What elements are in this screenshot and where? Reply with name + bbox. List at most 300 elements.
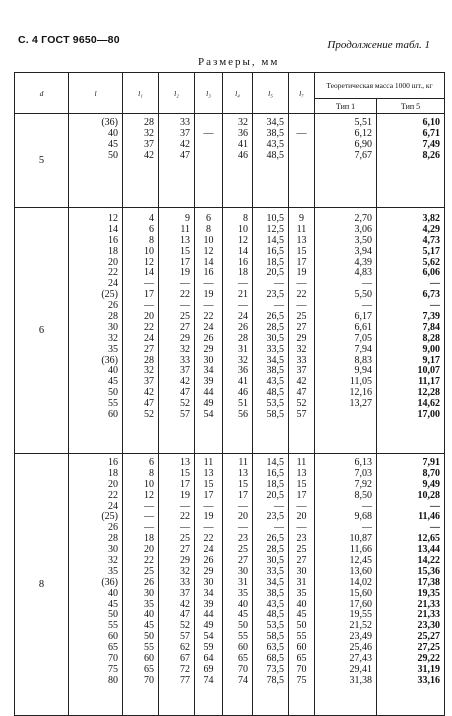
table-cell-value: 6,73 <box>422 289 441 301</box>
table-cell-value: 67 <box>180 653 190 665</box>
table-cell-value: 35 <box>296 587 307 599</box>
table-cell-value: 56 <box>238 409 248 421</box>
table-cell-value: 52 <box>180 398 190 410</box>
table-cell-value: 17 <box>203 489 214 501</box>
table-cell-value: 32 <box>238 354 248 366</box>
page-reference: С. 4 ГОСТ 9650—80 <box>18 34 120 46</box>
table-cell-value: 5,50 <box>354 289 372 301</box>
table-cell-value: 22 <box>108 489 118 501</box>
table-cell-value: 50 <box>108 609 118 621</box>
table-cell-value: 65 <box>296 653 307 665</box>
table-cell-value: (25) <box>101 289 118 301</box>
table-cell-value: 7,39 <box>422 311 441 323</box>
table-cell-value: 4 <box>149 213 154 224</box>
table-cell-value: 37 <box>180 127 190 139</box>
table-cell-value: 48,5 <box>266 149 284 161</box>
table-cell-value <box>195 151 222 162</box>
table-cell-value: 6 <box>149 223 154 235</box>
table-cell-value: 23,30 <box>417 620 441 632</box>
table-cell-value: 10,5 <box>266 213 284 224</box>
table-cell-value: 57 <box>296 409 307 421</box>
table-cell-value: 10 <box>144 245 154 257</box>
table-cell-value: 23,5 <box>266 511 284 523</box>
table-cell-value: 25 <box>296 544 307 556</box>
table-cell-value: 24 <box>203 544 214 556</box>
table-cell-value: 12,45 <box>349 555 372 567</box>
table-cell-value: 17,60 <box>349 598 372 610</box>
table-cell-value: — <box>274 300 284 312</box>
table-cell-value: 28,5 <box>266 544 284 556</box>
diameter-cell: 5 <box>15 114 69 208</box>
table-cell-value: 11,66 <box>349 544 372 556</box>
table-cell-value: 20 <box>108 478 118 490</box>
table-cell-value: — <box>296 500 307 512</box>
table-cell-value: 26 <box>203 332 214 344</box>
table-cell-value: 46 <box>238 149 248 161</box>
table-cell-value: 13 <box>180 234 190 246</box>
table-cell-value: 35 <box>238 587 248 599</box>
table-cell-value: 33,16 <box>417 674 441 686</box>
table-cell-value: 4,29 <box>422 223 441 235</box>
table-cell-value: 27 <box>144 343 154 355</box>
table-cell-value: 7,84 <box>422 321 441 333</box>
column-l5-cell <box>253 454 289 716</box>
table-cell-value: 12 <box>238 234 248 246</box>
table-cell-value: 11,05 <box>349 376 372 388</box>
table-cell-value: 15 <box>203 478 214 490</box>
table-cell-value: 8,70 <box>422 467 441 479</box>
table-cell-value <box>289 151 314 162</box>
table-cell-value: 27 <box>180 544 190 556</box>
table-cell-value: 74 <box>203 674 214 686</box>
table-cell-value: 4,83 <box>354 267 372 279</box>
table-cell-value: 35 <box>144 598 154 610</box>
table-cell-value: 11,17 <box>418 376 441 388</box>
table-cell-value: 45 <box>144 620 154 632</box>
table-cell-value: 6,13 <box>354 457 372 468</box>
table-cell-value: 73,5 <box>266 663 284 675</box>
column-l3-cell <box>195 208 223 454</box>
table-cell-value: 3,94 <box>354 245 372 257</box>
table-cell-value: — <box>144 522 154 534</box>
table-cell-value: — <box>296 127 307 139</box>
table-cell-value: 24 <box>144 332 154 344</box>
table-cell-value: (25) <box>101 511 118 523</box>
table-cell-value: 25 <box>238 544 248 556</box>
column-l7-cell <box>289 114 315 208</box>
table-cell-value: 78,5 <box>266 674 284 686</box>
table-cell-value: 55 <box>238 631 248 643</box>
table-cell-value: 5,51 <box>354 117 372 128</box>
table-cell-value: 18 <box>108 467 118 479</box>
table-cell-value: 41 <box>238 138 248 150</box>
table-cell-value: 47 <box>180 609 190 621</box>
column-l1-cell <box>123 208 159 454</box>
table-cell-value: 52 <box>144 409 154 421</box>
table-cell-value: 8 <box>149 467 154 479</box>
table-cell-value: 49 <box>203 620 214 632</box>
column-l5-cell <box>253 114 289 208</box>
table-cell-value: 23,5 <box>266 289 284 301</box>
table-cell-value: 16 <box>238 256 248 268</box>
table-cell-value: 17 <box>180 256 190 268</box>
column-m1-cell <box>315 114 377 208</box>
table-cell-value: 51 <box>238 398 248 410</box>
table-cell-value: 33 <box>296 354 307 366</box>
table-cell-value: 29,41 <box>349 663 372 675</box>
table-cell-value: — <box>180 278 190 290</box>
table-cell-value: — <box>238 278 248 290</box>
table-cell-value: 50 <box>108 149 118 161</box>
table-cell-value: 40 <box>144 609 154 621</box>
table-cell-value: 33,5 <box>266 343 284 355</box>
col-header-l: l <box>69 73 123 114</box>
table-cell-value: 22 <box>203 533 214 545</box>
column-m5-cell <box>377 114 445 208</box>
table-cell-value: 43,5 <box>266 138 284 150</box>
column-l-cell <box>69 208 123 454</box>
column-l7-cell <box>289 454 315 716</box>
table-cell-value: 25 <box>180 311 190 323</box>
table-cell-value: 43,5 <box>266 598 284 610</box>
table-cell-value: 74 <box>238 674 248 686</box>
mass-type1-header: Тип 1 <box>315 99 377 114</box>
table-cell-value: 44 <box>203 609 214 621</box>
table-cell-value: — <box>274 278 284 290</box>
table-cell-value: 32 <box>238 117 248 128</box>
diameter-cell: 8 <box>15 454 69 716</box>
col-header-l4: l₄ <box>223 73 253 114</box>
table-cell-value: 40 <box>108 587 118 599</box>
table-cell-value: 29 <box>180 332 190 344</box>
table-cell-value: 40 <box>296 598 307 610</box>
table-cell-value: 60 <box>238 642 248 654</box>
table-cell-value: 8,28 <box>422 332 441 344</box>
table-cell-value: — <box>180 500 190 512</box>
table-cell-value: 29 <box>180 555 190 567</box>
table-cell-value: 25,27 <box>417 631 441 643</box>
table-cell-value: 37 <box>144 376 154 388</box>
table-cell-value: 18,5 <box>266 256 284 268</box>
table-cell-value: 45 <box>108 376 118 388</box>
table-cell-value: 33 <box>180 117 190 128</box>
table-cell-value: 12,16 <box>349 387 372 399</box>
table-cell-value: 15 <box>180 245 190 257</box>
table-cell-value: 16 <box>108 457 118 468</box>
table-cell-value: 70 <box>296 663 307 675</box>
table-cell-value: 26,5 <box>266 533 284 545</box>
table-cell-value: 22 <box>203 311 214 323</box>
table-cell-value: 30 <box>108 544 118 556</box>
table-cell-value: 10,87 <box>349 533 372 545</box>
table-cell-value: 30,5 <box>266 555 284 567</box>
table-cell-value: 47 <box>144 398 154 410</box>
table-cell-value: 18,5 <box>266 478 284 490</box>
mass-header: Теоретическая масса 1000 шт., кг <box>315 73 445 99</box>
table-cell-value: 3,50 <box>354 234 372 246</box>
table-cell-value: 15 <box>180 467 190 479</box>
column-l3-cell <box>195 454 223 716</box>
table-cell-value: 14,5 <box>266 234 284 246</box>
table-cell-value: 8,26 <box>422 149 441 161</box>
table-cell-value: 21,33 <box>417 598 441 610</box>
table-cell-value: 19,55 <box>349 609 372 621</box>
table-cell-value: — <box>430 522 441 534</box>
table-cell-value: 27,43 <box>349 653 372 665</box>
col-header-l1: l₁ <box>123 73 159 114</box>
table-cell-value: 26 <box>144 576 154 588</box>
table-cell-value: 35 <box>108 565 118 577</box>
table-cell-value: 33,5 <box>266 565 284 577</box>
table-cell-value: 8 <box>243 213 248 224</box>
table-cell-value: 14,22 <box>417 555 441 567</box>
table-cell-value: 37 <box>144 138 154 150</box>
table-cell-value: — <box>180 522 190 534</box>
table-cell-value: 60 <box>144 653 154 665</box>
table-cell-value: 65 <box>108 642 118 654</box>
table-cell-value: 59 <box>203 642 214 654</box>
table-cell-value: 42 <box>296 376 307 388</box>
table-cell-value: 7,91 <box>422 457 441 468</box>
table-cell-value: 31,19 <box>417 663 441 675</box>
column-m1-cell <box>315 208 377 454</box>
table-cell-value: 17 <box>180 478 190 490</box>
table-cell-value: 13 <box>180 457 190 468</box>
table-cell-value: 53,5 <box>266 620 284 632</box>
table-cell-value: 47 <box>296 387 307 399</box>
table-cell-value: 4,73 <box>422 234 441 246</box>
column-l1-cell <box>123 114 159 208</box>
table-cell-value: 10 <box>144 478 154 490</box>
table-cell-value: 25 <box>144 565 154 577</box>
table-cell-value: 37 <box>180 365 190 377</box>
table-cell-value: 35 <box>108 343 118 355</box>
table-cell-value: 28 <box>108 311 118 323</box>
table-cell-value: 5,17 <box>422 245 441 257</box>
table-cell-value: 32 <box>296 343 307 355</box>
table-cell-value: 75 <box>296 674 307 686</box>
table-cell-value: 26,5 <box>266 311 284 323</box>
table-cell-value: 3,06 <box>354 223 372 235</box>
table-cell-value: 17 <box>296 256 307 268</box>
table-cell-value: 34,5 <box>266 117 284 128</box>
table-cell-value: 53,5 <box>266 398 284 410</box>
table-cell-value: 22 <box>296 289 307 301</box>
table-cell-value: 42 <box>180 138 190 150</box>
table-cell-value: 6 <box>149 457 154 468</box>
table-cell-value: 72 <box>180 663 190 675</box>
table-cell-value: — <box>238 522 248 534</box>
table-cell-value: 27 <box>296 555 307 567</box>
table-cell-value: 38,5 <box>266 587 284 599</box>
table-cell-value: — <box>238 300 248 312</box>
table-cell-value: 44 <box>203 387 214 399</box>
table-cell-value: 15,36 <box>417 565 441 577</box>
table-cell-value: 11 <box>238 457 248 468</box>
col-header-l3: l₃ <box>195 73 223 114</box>
table-cell-value: 20,5 <box>266 267 284 279</box>
table-continuation-label: Продолжение табл. 1 <box>327 39 430 51</box>
table-cell-value: 22 <box>144 321 154 333</box>
table-cell-value: 80 <box>108 674 118 686</box>
table-cell-value: 14 <box>238 245 248 257</box>
table-cell-value: 28 <box>144 354 154 366</box>
table-cell-value: 38,5 <box>266 127 284 139</box>
table-cell-value: 24 <box>203 321 214 333</box>
table-cell-value: 49 <box>203 398 214 410</box>
table-cell-value: 45 <box>296 609 307 621</box>
table-cell-value: 26 <box>108 522 118 534</box>
table-cell-value: 33 <box>180 354 190 366</box>
table-cell-value: 21,52 <box>349 620 372 632</box>
table-cell-value: 10 <box>238 223 248 235</box>
table-cell-value: 22 <box>180 289 190 301</box>
table-cell-value: 32 <box>180 343 190 355</box>
table-cell-value: 22 <box>144 555 154 567</box>
column-l4-cell <box>223 114 253 208</box>
table-cell-value: — <box>362 278 372 290</box>
table-cell-value: 60 <box>296 642 307 654</box>
table-cell-value: 8 <box>149 234 154 246</box>
table-cell-value: 20 <box>296 511 307 523</box>
table-cell-value: 77 <box>180 674 190 686</box>
table-cell-value: 45 <box>238 609 248 621</box>
table-cell-value: — <box>296 278 307 290</box>
table-cell-value: 12 <box>203 245 214 257</box>
column-l2-cell <box>159 454 195 716</box>
table-cell-value: 40 <box>108 365 118 377</box>
table-cell-value: 24 <box>238 311 248 323</box>
table-cell-value: — <box>144 278 154 290</box>
table-cell-value: 17 <box>238 489 248 501</box>
table-cell-value: 4,39 <box>354 256 372 268</box>
table-cell-value: 30 <box>203 354 214 366</box>
table-cell-value: 16 <box>108 234 118 246</box>
column-l2-cell <box>159 114 195 208</box>
table-cell-value: 14 <box>144 267 154 279</box>
table-cell-value: 9,49 <box>422 478 441 490</box>
table-cell-value: 8,50 <box>354 489 372 501</box>
table-cell-value: 48,5 <box>266 609 284 621</box>
dimensions-title: Размеры, мм <box>198 56 280 68</box>
table-cell-value: — <box>296 300 307 312</box>
table-cell-value: — <box>144 511 154 523</box>
table-cell-value: 52 <box>180 620 190 632</box>
table-cell-value: 11 <box>203 457 214 468</box>
table-cell-value: 9,17 <box>422 354 441 366</box>
table-cell-value: 62 <box>180 642 190 654</box>
table-cell-value: 20 <box>108 256 118 268</box>
table-cell-value: 42 <box>180 376 190 388</box>
table-cell-value: 6,90 <box>354 138 372 150</box>
table-cell-value: 27 <box>296 321 307 333</box>
table-cell-value: 32 <box>144 127 154 139</box>
table-cell-value: — <box>203 127 214 139</box>
table-cell-value: 13 <box>296 234 307 246</box>
diameter-cell: 6 <box>15 208 69 454</box>
table-cell-value: 31,38 <box>349 674 372 686</box>
table-cell-value: 7,03 <box>354 467 372 479</box>
table-cell-value: (36) <box>101 354 118 366</box>
column-m1-cell <box>315 454 377 716</box>
table-cell-value: 11 <box>296 223 307 235</box>
column-l4-cell <box>223 454 253 716</box>
table-cell-value: 15 <box>296 245 307 257</box>
column-l1-cell <box>123 454 159 716</box>
table-cell-value: (36) <box>101 117 118 128</box>
table-cell-value: 7,05 <box>354 332 372 344</box>
table-cell-value: 50 <box>296 620 307 632</box>
table-cell-value: 12,5 <box>266 223 284 235</box>
table-cell-value: 6,17 <box>354 311 372 323</box>
table-cell-value: 29 <box>203 343 214 355</box>
table-cell-value: 25 <box>180 533 190 545</box>
table-cell-value: 55 <box>108 398 118 410</box>
table-cell-value <box>289 140 314 151</box>
table-cell-value: 24 <box>108 278 118 290</box>
table-cell-value: 3,82 <box>422 213 441 224</box>
table-cell-value: 13,44 <box>417 544 441 556</box>
table-cell-value: 57 <box>180 631 190 643</box>
table-cell-value: 17,00 <box>417 409 441 421</box>
table-cell-value: 8,83 <box>354 354 372 366</box>
table-cell-value: 65 <box>144 663 154 675</box>
table-cell-value: 19,35 <box>417 587 441 599</box>
table-cell-value: 21,33 <box>417 609 441 621</box>
table-cell-value: 22 <box>180 511 190 523</box>
table-cell-value: 55 <box>296 631 307 643</box>
table-cell-value: 30 <box>296 565 307 577</box>
table-cell-value: 7,92 <box>354 478 372 490</box>
table-cell-value: 30 <box>203 576 214 588</box>
table-cell-value: 39 <box>203 598 214 610</box>
table-cell-value: 26 <box>238 321 248 333</box>
table-cell-value: — <box>296 522 307 534</box>
table-cell-value: 9,68 <box>354 511 372 523</box>
dimensions-table <box>14 72 445 716</box>
table-cell-value: 6,71 <box>422 127 441 139</box>
table-cell-value: 70 <box>108 653 118 665</box>
table-cell-value: 36 <box>238 365 248 377</box>
table-cell-value: 20 <box>144 311 154 323</box>
col-header-l5: l₅ <box>253 73 289 114</box>
table-cell-value: 14,62 <box>417 398 441 410</box>
table-cell-value: 54 <box>203 631 214 643</box>
table-cell-value: 34 <box>203 365 214 377</box>
table-cell-value: 19 <box>203 511 214 523</box>
table-cell-value: 69 <box>203 663 214 675</box>
table-cell-value: — <box>203 522 214 534</box>
table-cell-value: 16,5 <box>266 245 284 257</box>
table-cell-value: — <box>274 522 284 534</box>
column-l4-cell <box>223 208 253 454</box>
table-cell-value: 28 <box>108 533 118 545</box>
table-cell-value: 39 <box>203 376 214 388</box>
table-cell-value: 75 <box>108 663 118 675</box>
table-cell-value: 32 <box>108 332 118 344</box>
table-cell-value: 12,28 <box>417 387 441 399</box>
table-cell-value: 7,94 <box>354 343 372 355</box>
table-cell-value: 42 <box>144 149 154 161</box>
table-cell-value: 50 <box>238 620 248 632</box>
table-cell-value: 10,28 <box>417 489 441 501</box>
table-cell-value: — <box>238 500 248 512</box>
table-cell-value: 13,60 <box>349 565 372 577</box>
table-cell-value: 8 <box>206 223 211 235</box>
table-cell-value: 12 <box>144 489 154 501</box>
table-cell-value: 12 <box>108 213 118 224</box>
table-cell-value: 12,65 <box>417 533 441 545</box>
